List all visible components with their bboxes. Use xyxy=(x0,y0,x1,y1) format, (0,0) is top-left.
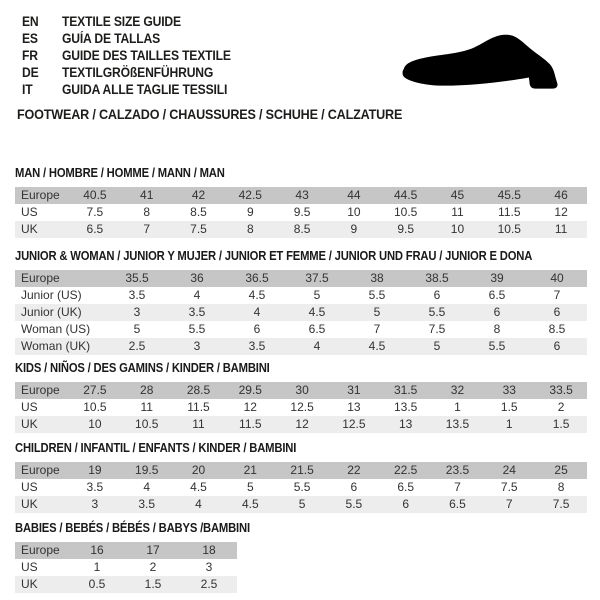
size-cell: 22 xyxy=(347,463,361,477)
size-cell: 6 xyxy=(493,305,501,319)
children-size-table-container xyxy=(15,462,587,513)
size-cell: 5 xyxy=(298,497,306,511)
size-cell: 21.5 xyxy=(290,463,314,477)
section-title: MAN / HOMBRE / HOMME / MANN / MAN xyxy=(15,166,225,180)
kids-row-europe xyxy=(15,382,587,399)
size-cell: 4 xyxy=(193,288,201,302)
language-guide-list xyxy=(22,13,250,98)
size-cell: 6.5 xyxy=(86,222,104,236)
row-label: Junior (US) xyxy=(21,288,82,302)
size-cell: 28.5 xyxy=(186,383,211,397)
size-cell: 7.5 xyxy=(86,205,104,219)
size-cell: 45.5 xyxy=(497,188,521,202)
size-cell: 0.5 xyxy=(88,577,106,591)
size-cell: 3.5 xyxy=(188,305,206,319)
size-cell: 33 xyxy=(502,383,516,397)
kids-size-table-container xyxy=(15,382,587,433)
size-cell: 42.5 xyxy=(238,188,262,202)
language-row-es xyxy=(22,30,250,47)
size-cell: 12 xyxy=(243,400,257,414)
category-heading: FOOTWEAR / CALZADO / CHAUSSURES / SCHUHE / CALZATURE xyxy=(17,106,403,122)
size-cell: 1 xyxy=(454,400,461,414)
section-title: JUNIOR & WOMAN / JUNIOR Y MUJER / JUNIOR ET FEMME / JUNIOR UND FRAU / JUNIOR E DONA xyxy=(15,249,533,263)
size-cell: 28 xyxy=(140,383,154,397)
size-cell: 18 xyxy=(202,543,216,557)
size-cell: 4 xyxy=(195,497,202,511)
size-cell: 12.5 xyxy=(290,400,314,414)
size-cell: 37.5 xyxy=(305,271,329,285)
row-label: Woman (US) xyxy=(21,322,91,336)
size-cell: 11 xyxy=(554,222,568,236)
size-cell: 2.5 xyxy=(128,339,146,353)
man-size-table xyxy=(15,187,587,238)
size-cell: 2 xyxy=(149,560,157,574)
language-guide-title: TEXTILGRÖßENFÜHRUNG xyxy=(62,65,214,80)
size-cell: 8.5 xyxy=(548,322,566,336)
size-cell: 3.5 xyxy=(248,339,266,353)
size-cell: 40 xyxy=(550,271,564,285)
size-cell: 2 xyxy=(557,400,565,414)
size-cell: 40.5 xyxy=(83,188,107,202)
size-cell: 5 xyxy=(133,322,141,336)
babies-row-europe xyxy=(15,542,237,559)
size-cell: 39 xyxy=(490,271,504,285)
junior-woman-row-europe xyxy=(15,270,587,287)
size-cell: 5.5 xyxy=(345,497,363,511)
size-cell: 44 xyxy=(347,188,361,202)
size-cell: 9 xyxy=(350,222,358,236)
babies-size-table-container xyxy=(15,542,276,593)
row-label: Europe xyxy=(21,383,60,397)
size-cell: 4 xyxy=(253,305,261,319)
babies-row-uk xyxy=(15,576,237,593)
size-cell: 11 xyxy=(451,205,464,219)
size-cell: 7 xyxy=(454,480,461,494)
size-cell: 4 xyxy=(313,339,321,353)
size-cell: 1 xyxy=(505,417,513,431)
language-row-fr xyxy=(22,47,250,64)
size-cell: 43 xyxy=(295,188,309,202)
language-guide-title: GUIDA ALLE TAGLIE TESSILI xyxy=(62,82,228,97)
language-code: FR xyxy=(22,48,38,63)
size-cell: 7.5 xyxy=(500,480,518,494)
size-cell: 3.5 xyxy=(86,480,104,494)
children-size-table xyxy=(15,462,587,513)
section-title: KIDS / NIÑOS / DES GAMINS / KINDER / BAMBINI xyxy=(15,361,270,375)
size-cell: 7 xyxy=(373,322,381,336)
size-cell: 9 xyxy=(246,205,254,219)
size-cell: 3 xyxy=(205,560,213,574)
size-cell: 22.5 xyxy=(394,463,418,477)
language-code: EN xyxy=(22,14,39,29)
size-cell: 29.5 xyxy=(238,383,262,397)
size-cell: 10.5 xyxy=(394,205,418,219)
row-label: UK xyxy=(21,222,38,236)
size-cell: 4.5 xyxy=(248,288,266,302)
size-cell: 4 xyxy=(143,480,151,494)
language-row-de xyxy=(22,64,250,81)
size-cell: 6 xyxy=(350,480,358,494)
size-cell: 45 xyxy=(450,188,465,202)
size-cell: 12 xyxy=(554,205,568,219)
size-cell: 6 xyxy=(433,288,441,302)
size-cell: 6 xyxy=(553,305,561,319)
language-guide-title: GUIDE DES TAILLES TEXTILE xyxy=(62,48,231,63)
section-title: BABIES / BEBÉS / BÉBÉS / BABYS /BAMBINI xyxy=(15,521,250,535)
size-cell: 13.5 xyxy=(394,400,418,414)
row-label: Europe xyxy=(21,463,60,477)
size-cell: 35.5 xyxy=(125,271,149,285)
size-cell: 33.5 xyxy=(549,383,573,397)
kids-row-us xyxy=(15,399,587,416)
size-cell: 27.5 xyxy=(83,383,107,397)
size-cell: 12.5 xyxy=(342,417,366,431)
size-cell: 12 xyxy=(295,417,309,431)
size-cell: 5.5 xyxy=(368,288,386,302)
size-cell: 4.5 xyxy=(368,339,386,353)
size-cell: 17 xyxy=(146,543,160,557)
row-label: UK xyxy=(21,497,38,511)
babies-size-table xyxy=(15,542,237,593)
size-cell: 8.5 xyxy=(190,205,207,219)
size-cell: 7 xyxy=(553,288,561,302)
size-cell: 4.5 xyxy=(241,497,259,511)
size-cell: 24 xyxy=(502,463,516,477)
size-cell: 8 xyxy=(246,222,254,236)
size-cell: 10.5 xyxy=(497,222,521,236)
size-cell: 23.5 xyxy=(445,463,470,477)
junior-woman-size-table xyxy=(15,270,587,355)
children-row-us xyxy=(15,479,587,496)
size-cell: 36 xyxy=(190,271,204,285)
size-cell: 9.5 xyxy=(397,222,415,236)
language-row-it xyxy=(22,81,250,98)
size-cell: 30 xyxy=(295,383,309,397)
size-cell: 36.5 xyxy=(245,271,269,285)
section-title: CHILDREN / INFANTIL / ENFANTS / KINDER / BAMBINI xyxy=(15,441,297,455)
size-cell: 8.5 xyxy=(293,222,311,236)
size-cell: 21 xyxy=(243,463,257,477)
language-row-en xyxy=(22,13,250,30)
size-cell: 44.5 xyxy=(394,188,418,202)
size-cell: 6 xyxy=(402,497,410,511)
size-cell: 6.5 xyxy=(397,480,415,494)
size-cell: 8 xyxy=(557,480,565,494)
language-guide-title: GUÍA DE TALLAS xyxy=(62,31,161,46)
row-label: UK xyxy=(21,577,38,591)
junior-woman-row-junior-us xyxy=(15,287,587,304)
row-label: Junior (UK) xyxy=(21,305,82,319)
man-row-europe xyxy=(15,187,587,204)
size-cell: 31 xyxy=(347,383,361,397)
section-man xyxy=(15,166,587,238)
kids-size-table xyxy=(15,382,587,433)
row-label: Woman (UK) xyxy=(21,339,91,353)
size-cell: 10 xyxy=(347,205,361,219)
language-code: ES xyxy=(22,31,38,46)
man-size-table-container xyxy=(15,187,587,238)
row-label: UK xyxy=(21,417,38,431)
row-label: Europe xyxy=(21,188,60,202)
row-label: Europe xyxy=(21,543,60,557)
junior-woman-row-woman-uk xyxy=(15,338,587,355)
dress-shoe-icon xyxy=(396,28,578,96)
size-cell: 6 xyxy=(553,339,561,353)
size-cell: 16 xyxy=(90,543,104,557)
size-cell: 11 xyxy=(140,400,153,414)
row-label: US xyxy=(21,560,38,574)
language-code: DE xyxy=(22,65,39,80)
size-cell: 7.5 xyxy=(428,322,446,336)
size-cell: 10.5 xyxy=(83,400,107,414)
size-cell: 8 xyxy=(493,322,501,336)
language-guide-title: TEXTILE SIZE GUIDE xyxy=(62,14,181,29)
section-children xyxy=(15,441,587,513)
size-cell: 19.5 xyxy=(135,463,159,477)
size-cell: 20 xyxy=(191,463,206,477)
size-cell: 25 xyxy=(554,463,568,477)
language-code: IT xyxy=(22,82,33,97)
size-cell: 13.5 xyxy=(445,417,470,431)
size-cell: 3.5 xyxy=(128,288,146,302)
size-cell: 11.5 xyxy=(239,417,262,431)
size-cell: 4.5 xyxy=(190,480,207,494)
size-cell: 19 xyxy=(88,463,102,477)
size-cell: 3.5 xyxy=(138,497,156,511)
size-cell: 4.5 xyxy=(308,305,326,319)
size-cell: 5.5 xyxy=(488,339,506,353)
row-label: US xyxy=(21,400,38,414)
size-cell: 38.5 xyxy=(425,271,449,285)
size-cell: 3 xyxy=(91,497,99,511)
size-cell: 13 xyxy=(347,400,361,414)
size-cell: 46 xyxy=(554,188,568,202)
size-cell: 7 xyxy=(505,497,513,511)
size-cell: 8 xyxy=(143,205,151,219)
size-cell: 38 xyxy=(370,271,384,285)
children-row-europe xyxy=(15,462,587,479)
size-cell: 6.5 xyxy=(449,497,466,511)
size-cell: 5.5 xyxy=(293,480,311,494)
kids-row-uk xyxy=(15,416,587,433)
size-cell: 7 xyxy=(143,222,151,236)
size-cell: 7.5 xyxy=(552,497,570,511)
junior-woman-row-woman-us xyxy=(15,321,587,338)
size-cell: 5 xyxy=(313,288,321,302)
section-junior-woman xyxy=(15,249,590,355)
size-cell: 6.5 xyxy=(308,322,326,336)
size-cell: 31.5 xyxy=(394,383,418,397)
row-label: US xyxy=(21,480,38,494)
size-cell: 2.5 xyxy=(200,577,218,591)
row-label: US xyxy=(21,205,38,219)
size-cell: 10 xyxy=(88,417,102,431)
size-cell: 1.5 xyxy=(552,417,570,431)
size-cell: 7.5 xyxy=(190,222,207,236)
size-cell: 41 xyxy=(140,188,154,202)
size-cell: 11.5 xyxy=(187,400,210,414)
size-cell: 3 xyxy=(193,339,201,353)
size-cell: 32 xyxy=(450,383,465,397)
size-cell: 1 xyxy=(93,560,101,574)
junior-woman-row-junior-uk xyxy=(15,304,587,321)
size-cell: 3 xyxy=(133,305,141,319)
size-cell: 5.5 xyxy=(188,322,206,336)
size-cell: 5 xyxy=(373,305,381,319)
size-cell: 1.5 xyxy=(500,400,518,414)
size-cell: 5 xyxy=(246,480,254,494)
size-cell: 6 xyxy=(253,322,261,336)
man-row-us xyxy=(15,204,587,221)
size-cell: 1.5 xyxy=(144,577,162,591)
size-cell: 10 xyxy=(450,222,465,236)
section-babies xyxy=(15,521,276,593)
row-label: Europe xyxy=(21,271,60,285)
junior-woman-size-table-container xyxy=(15,270,590,355)
size-cell: 13 xyxy=(399,417,413,431)
size-cell: 9.5 xyxy=(293,205,311,219)
size-cell: 5.5 xyxy=(428,305,446,319)
size-cell: 11.5 xyxy=(498,205,521,219)
size-cell: 6.5 xyxy=(488,288,506,302)
size-cell: 10.5 xyxy=(135,417,159,431)
man-row-uk xyxy=(15,221,587,238)
children-row-uk xyxy=(15,496,587,513)
size-cell: 5 xyxy=(433,339,441,353)
size-cell: 11 xyxy=(192,417,205,431)
babies-row-us xyxy=(15,559,237,576)
size-cell: 42 xyxy=(191,188,206,202)
section-kids xyxy=(15,361,587,433)
